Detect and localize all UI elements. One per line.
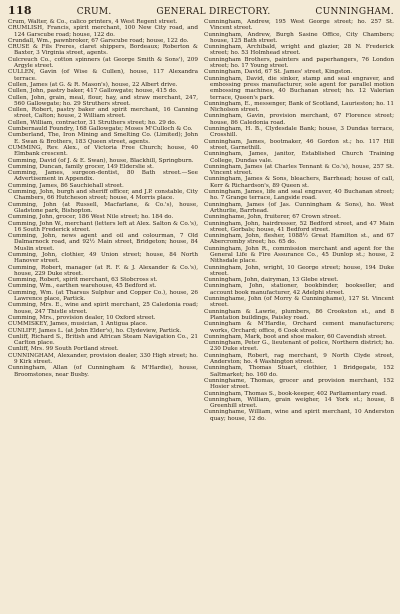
directory-entry: Cumming, John, news agent and oil and colourman, 7 Old Dalmarnock road, and 92½ Main street, Bridgeton; house, 84 Muslin street. xyxy=(8,233,198,252)
directory-entry: Cunningham, Allan (of Cunningham & M'Hardie), house, Broomstones, near Busby. xyxy=(8,365,198,378)
directory-entry: Cunningham, John, wright, 10 George street; house, 194 Duke street. xyxy=(204,264,394,277)
directory-entry: Cunningham, James (at Charles Tennant & Co.'s), house, 257 St. Vincent street. xyxy=(204,163,394,177)
directory-entry: Cullen, Robert, pastry baker and spirit merchant, 16 Canning street, Calton; house, 2 William street. xyxy=(8,107,198,120)
directory-entry: Cunninghame, John (of Morry & Cunninghame), 127 St. Vincent street. xyxy=(204,296,394,309)
header-right-word: CUNNINGHAM. xyxy=(315,7,394,17)
directory-entry: Cumbernauld Foundry, 168 Gallowgate; Moses M'Culloch & Co. xyxy=(8,126,193,133)
directory-entry: Cumming, Wm. (at Tharsus Sulphur and Copper Co.), house, 26 Lawrence place, Partick. xyxy=(8,289,198,303)
directory-entry: Cunningham, William, grain weigher, 14 York st.; house, 8 Greenhill street. xyxy=(204,396,394,410)
directory-entry: Cunningham, Andrew, 195 West George street; ho. 257 St. Vincent street. xyxy=(204,19,394,32)
directory-entry: Cumming, John (at Russell, Macfarlane, & Co.'s), house, Gladstone park, Bishopton. xyxy=(8,201,198,214)
directory-entry: Cullen, William, contractor, 31 Struthers street; ho. 29 do. xyxy=(8,119,177,126)
directory-entry: Cunningham, John, dairyman, 13 Glebe street. xyxy=(204,277,339,284)
directory-entry: Cunninghame, William, wine and spirit merchant, 10 Anderston quay; house, 12 do. xyxy=(204,409,394,422)
directory-entry: Cunningham, James & Sons, bleachers, Barrhead; house of call, Kerr & Richardson's, 89 Queen st. xyxy=(204,176,394,189)
directory-entry: Cunningham, John R., commission merchant and agent for the General Life & Fire Assurance Co., 45 Dunlop st.; house, 2 Nithsdale place. xyxy=(204,245,394,265)
directory-entry: CUNNINGHAM, Alexander, provision dealer, 330 High street; ho. 9 Kirk street. xyxy=(8,352,198,366)
directory-entry: CRUMLISH, Francis, spirit merchant, 100 New City road, and 124 Garscube road; house, 122 do. xyxy=(8,25,198,38)
directory-entry: Crundall, Wm., pawnbroker, 67 Garscube road; house, 122 do. xyxy=(8,37,189,44)
directory-entry: Cunningham, Archibald, wright and glazier, 28 N. Frederick street; ho. 53 Holmhead street. xyxy=(204,44,394,57)
directory-entry: Cunningham, Andrew, Burgh Sasine Office, City Chambers; house, 125 Bath street. xyxy=(204,31,394,44)
directory-entry: Cunningham, Thomas S., book-keeper, 402 Parliamentary road. xyxy=(204,390,387,397)
directory-entry: Cunningham, David, die sinker, stamp and seal engraver, and embossing press manufacturer, sole agent for parallel motion embossing machines, 40 Buchanan street; ho. 12 Valerian terrace, Queen's park. xyxy=(204,75,394,101)
directory-entry: Cunningham, John, flesher, 1088½ Great Hamilton st., and 67 Abercromby street; ho. 65 do. xyxy=(204,233,394,246)
directory-entry: CUMMISKEY, James, musician, 1 Antigua place. xyxy=(8,321,148,328)
directory-entry: Cunningham, John, stationer, bookbinder, bookseller, and account book manufacturer, 42 Adelphi street. xyxy=(204,283,394,296)
directory-entry: Cunningham, Robert, rag merchant, 9 North Clyde street, Anderston; ho. 4 Washington street. xyxy=(204,352,394,366)
directory-entry: Cumberland, The, Iron Mining and Smelting Co. (Limited); John E. Swan & Brothers, 183 Queen street, agents. xyxy=(8,132,198,145)
directory-entry: Cunningham, James, janitor, Established Church Training College, Dundas vale. xyxy=(204,151,394,164)
directory-entry: Cumming, Mrs., provision dealer, 10 Oxford street. xyxy=(8,314,156,321)
directory-entry: Cumming, Mrs. E., wine and spirit merchant, 25 Caledonia road; house, 247 Thistle street. xyxy=(8,302,198,315)
directory-entry: Cunliff, Mrs. 99 South Portland street. xyxy=(8,346,119,353)
directory-entry: Cunningham, Peter G., lieutenant of police, Northern district; ho. 230 Duke street. xyxy=(204,340,394,353)
directory-entry: Cullen, John, pastry baker, 417 Gallowgate; house, 415 do. xyxy=(8,88,178,95)
directory-entry: CRUSE & Fils Freres, claret shippers, Bordeaux; Roberton & Baxter, 3 Virginia street, agents. xyxy=(8,44,198,57)
directory-entry: Cumming, John, burgh and sheriff officer, and J.P. constable, City Chambers, 66 Hutcheson street; house, 4 Morris place. xyxy=(8,189,198,202)
directory-entry: Cunningham, Thomas Stuart, clothier, 1 Bridgegate, 152 Saltmarket; ho. 160 do. xyxy=(204,365,394,378)
right-column xyxy=(204,19,394,422)
directory-entry: Cumming, John, clothier, 49 Union street; house, 84 North Hanover street. xyxy=(8,251,198,265)
directory-entry: Cunningham Brothers, painters and paperhangers, 76 London street; ho. 17 Young street. xyxy=(204,56,394,70)
directory-entry: Cunliff, Richard S., British and African Steam Navigation Co., 21 Carlton place. xyxy=(8,333,198,347)
directory-entry: Cunningham, John, hairdresser, 52 Bedford street, and 47 Main street, Gorbals; house, 41 Bedford street. xyxy=(204,220,394,233)
entry-columns xyxy=(8,19,394,422)
directory-entry: Cumming, John W., merchant (letters left at Alex. Salton & Co.'s), 16 South Frederick street. xyxy=(8,220,198,233)
directory-entry: Cunningham, James, bootmaker, 46 Gordon st.; ho. 117 Hill street, Garnethill. xyxy=(204,138,394,151)
directory-entry: Cumming, Wm., earthen warehouse, 45 Bedford st. xyxy=(8,283,157,290)
directory-entry: Cumming, John, grocer, 186 West Nile street; ho. 184 do. xyxy=(8,214,174,221)
directory-entry: Culcreuch Co., cotton spinners (at George Smith & Sons'), 209 Argyle street. xyxy=(8,56,198,70)
directory-entry: Cunningham, H. B., Clydesdale Bank; house, 3 Dundas terrace, Crosshill. xyxy=(204,126,394,139)
directory-entry: Cullen, John, grain, meal, flour, hay, and straw merchant, 247, 560 Gallowgate; ho. 29 Struthers street. xyxy=(8,94,198,107)
header-center-title: GENERAL DIRECTORY. xyxy=(156,7,271,17)
directory-entry: Cumming, David (of J. & E. Swan), house, Blackhill, Springburn. xyxy=(8,157,194,164)
left-column xyxy=(8,19,198,422)
directory-entry: Cullen, James (at G. & R. Mason's), house, 22 Albert drive. xyxy=(8,81,178,88)
directory-entry: Cunningham, James, life and seal engraver, 40 Buchanan street; ho. 7 Grange terrace, Langside road. xyxy=(204,189,394,202)
directory-entry: CUNLIFF, James L. (at John Elder's), ho. Clydeview, Partick. xyxy=(8,327,182,334)
directory-entry: Cunningham, Mark, boot and shoe maker, 60 Cavendish street. xyxy=(204,333,387,340)
directory-entry: Cumming, Robert, manager (at R. F. & J. Alexander & Co.'s), house, 229 Duke street. xyxy=(8,264,198,277)
directory-entry: CUMMING, Rev. Alex., of Victoria Free Church; house, 40 Elmbank crescent. xyxy=(8,144,198,158)
directory-entry: Cunningham, Gavin, provision merchant, 67 Florence street; house, 86 Caledonia road. xyxy=(204,113,394,126)
directory-entry: Cunningham & M'Hardie, Orchard cement manufacturers; works, Orchard; office, 6 Cook street. xyxy=(204,321,394,334)
directory-entry: CULLEN, Gavin (of Wise & Cullen), house, 117 Alexandra terrace. xyxy=(8,69,198,82)
page-number: 118 xyxy=(8,4,32,17)
directory-entry: Cunninghame, John, fruiterer, 67 Crown street. xyxy=(204,214,341,221)
directory-entry: Cunningham, James (of Jas. Cunningham & Sons), ho. West Arthurlie, Barrhead. xyxy=(204,201,394,214)
directory-entry: Cunninghame, Thomas, grocer and provision merchant, 152 Hosier street. xyxy=(204,377,394,391)
directory-entry: Cunningham, David, 67 St. James' street, Kingston. xyxy=(204,69,353,76)
directory-entry: Cunningham, E., messenger, Bank of Scotland, Laurieston; ho. 11 Nicholson street. xyxy=(204,100,394,114)
directory-entry: Cunningham & Lawrie, plumbers, 86 Crookston st., and 8 Plantation buildings, Paisley road. xyxy=(204,308,394,321)
directory-entry: Cumming, James, surgeon-dentist, 80 Bath street.—See Advertisement in Appendix. xyxy=(8,170,198,183)
directory-entry: Cumming, James, 86 Sauchiehall street. xyxy=(8,182,124,189)
header-left-word: CRUM. xyxy=(76,7,112,17)
page-header xyxy=(8,4,394,17)
directory-entry: Cumming, Duncan, family grocer, 149 Elderslie st. xyxy=(8,163,154,170)
directory-entry: Cumming, Robert, spirit merchant, 63 Stobcross st. xyxy=(8,277,158,284)
directory-entry: Crum, Walter, & Co., calico printers, 4 West Regent street. xyxy=(8,19,178,25)
